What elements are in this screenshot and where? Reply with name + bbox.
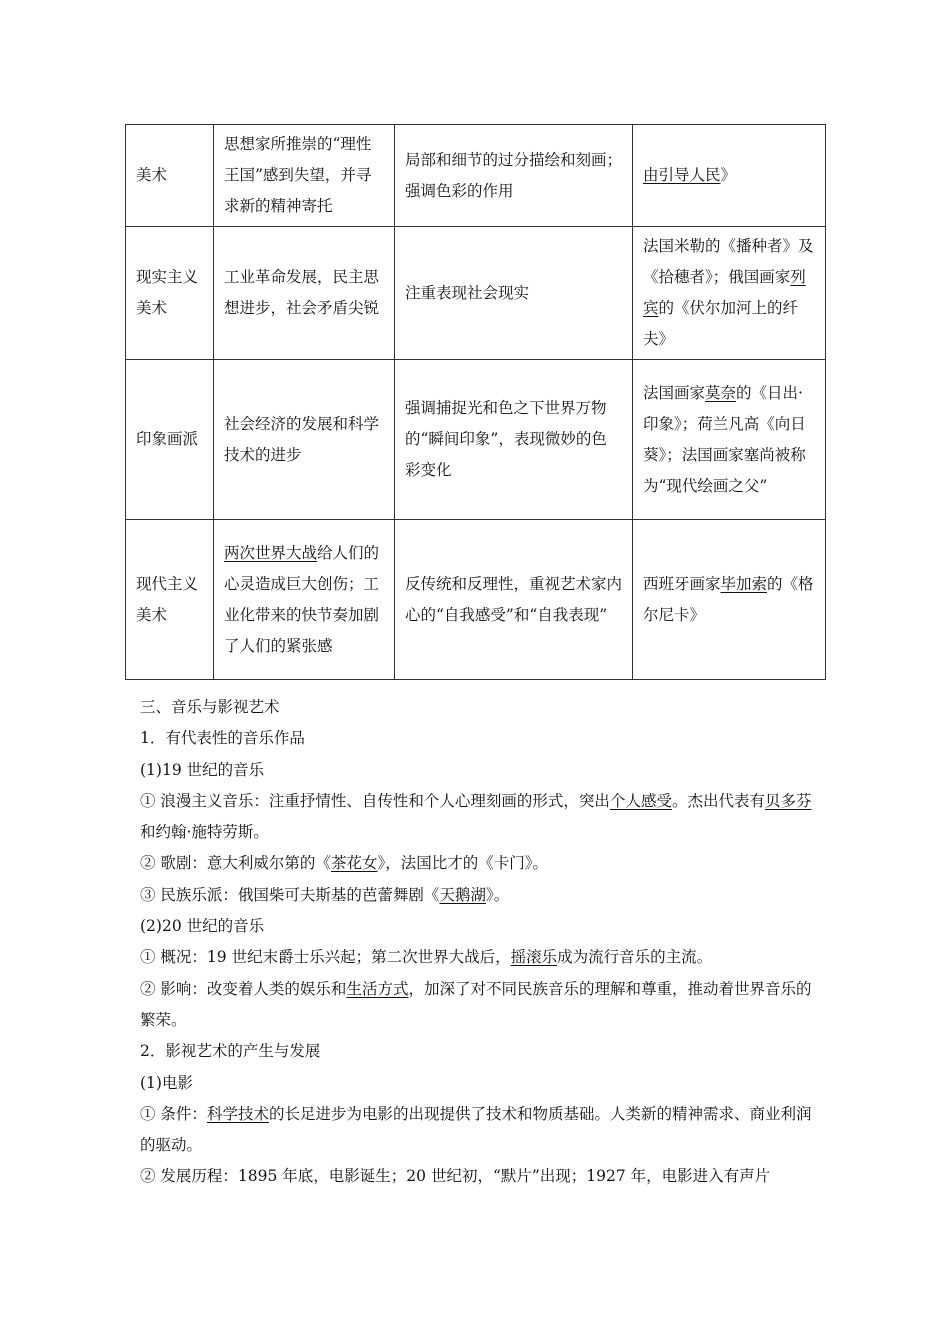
paragraph: ③ 民族乐派：俄国柴可夫斯基的芭蕾舞剧《天鹅湖》。 xyxy=(140,885,510,904)
table-row xyxy=(126,520,826,680)
works-cell: 法国米勒的《播种者》及《拾穗者》；俄国画家列宾的《伏尔加河上的纤夫》 xyxy=(633,227,826,360)
genre-cell: 现实主义美术 xyxy=(126,227,214,360)
art-movements-table xyxy=(125,124,826,680)
sub-subsection-heading: (1)电影 xyxy=(140,1073,193,1092)
paragraph: ① 条件：科学技术的长足进步为电影的出现提供了技术和物质基础。人类新的精神需求、商业利润的驱动。 xyxy=(140,1104,812,1155)
features-cell: 强调捕捉光和色之下世界万物的“瞬间印象”，表现微妙的色彩变化 xyxy=(395,360,633,520)
table-row xyxy=(126,227,826,360)
table-row xyxy=(126,125,826,227)
background-cell: 工业革命发展，民主思想进步，社会矛盾尖锐 xyxy=(214,227,395,360)
background-cell: 两次世界大战给人们的心灵造成巨大创伤；工业化带来的快节奏加剧了人们的紧张感 xyxy=(214,520,395,680)
genre-cell: 现代主义美术 xyxy=(126,520,214,680)
genre-cell: 美术 xyxy=(126,125,214,227)
paragraph: ① 浪漫主义音乐：注重抒情性、自传性和个人心理刻画的形式，突出个人感受。杰出代表有贝多芬和约翰·施特劳斯。 xyxy=(140,791,812,842)
paragraph: ② 歌剧：意大利威尔第的《茶花女》，法国比才的《卡门》。 xyxy=(140,854,548,873)
table-row xyxy=(126,360,826,520)
subsection-heading: 2．影视艺术的产生与发展 xyxy=(140,1042,321,1061)
sub-subsection-heading: (1)19 世纪的音乐 xyxy=(140,760,265,779)
works-cell: 西班牙画家毕加索的《格尔尼卡》 xyxy=(633,520,826,680)
features-cell: 局部和细节的过分描绘和刻画；强调色彩的作用 xyxy=(395,125,633,227)
features-cell: 反传统和反理性，重视艺术家内心的“自我感受”和“自我表现” xyxy=(395,520,633,680)
background-cell: 社会经济的发展和科学技术的进步 xyxy=(214,360,395,520)
paragraph: ② 影响：改变着人类的娱乐和生活方式，加深了对不同民族音乐的理解和尊重，推动着世界音乐的繁荣。 xyxy=(140,979,812,1029)
features-cell: 注重表现社会现实 xyxy=(395,227,633,360)
genre-cell: 印象画派 xyxy=(126,360,214,520)
section-heading: 三、音乐与影视艺术 xyxy=(140,698,280,716)
paragraph: ① 概况：19 世纪末爵士乐兴起；第二次世界大战后，摇滚乐成为流行音乐的主流。 xyxy=(140,948,713,967)
works-cell: 法国画家莫奈的《日出·印象》；荷兰凡高《向日葵》；法国画家塞尚被称为“现代绘画之父” xyxy=(633,360,826,520)
paragraph: ② 发展历程：1895 年底，电影诞生；20 世纪初，“默片”出现；1927 年，电影进入有声片 xyxy=(140,1167,771,1186)
background-cell: 思想家所推崇的“理性王国”感到失望，并寻求新的精神寄托 xyxy=(214,125,395,227)
works-cell: 由引导人民》 xyxy=(633,125,826,227)
sub-subsection-heading: (2)20 世纪的音乐 xyxy=(140,917,265,936)
section-music-film xyxy=(140,692,820,1193)
subsection-heading: 1．有代表性的音乐作品 xyxy=(140,729,305,748)
